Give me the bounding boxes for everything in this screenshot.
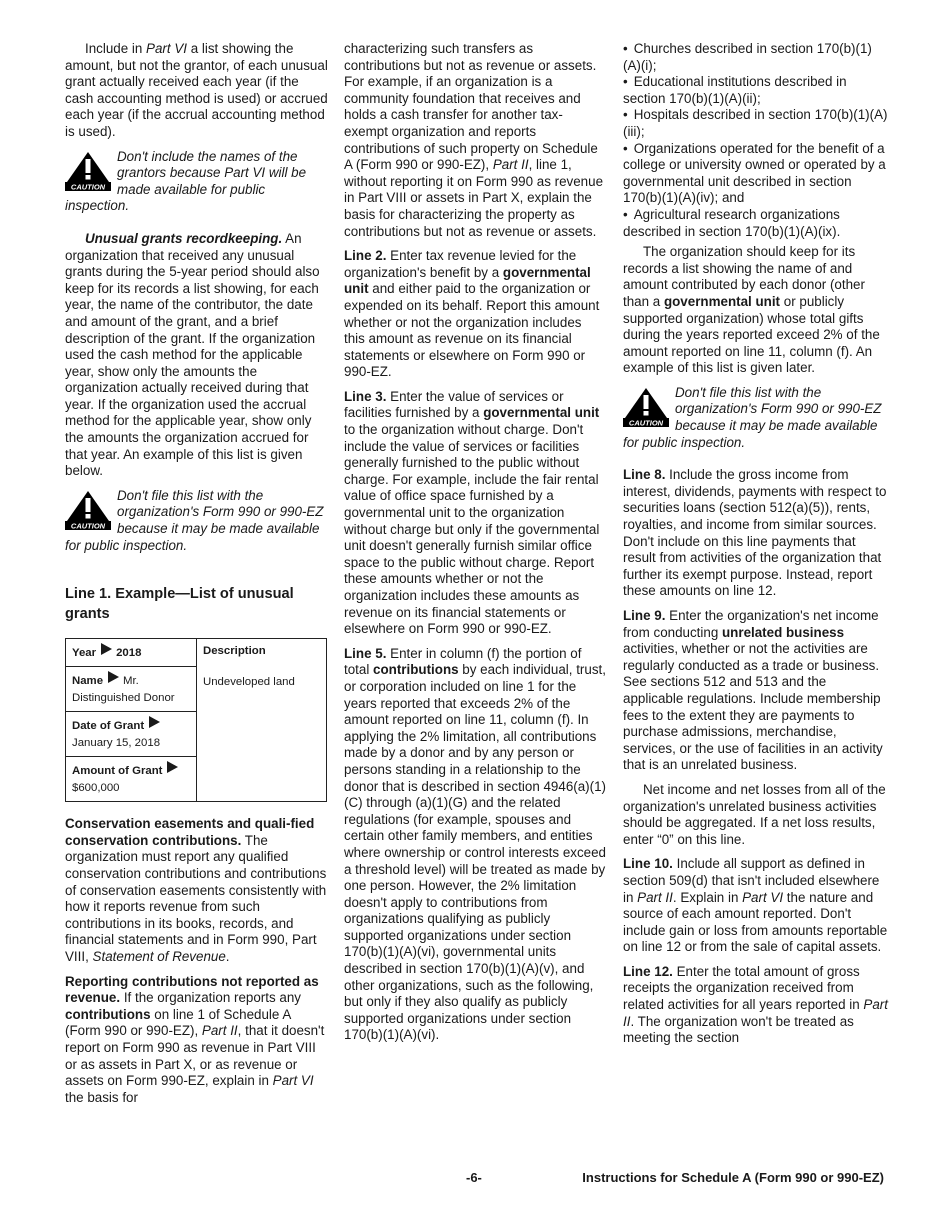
document-title: Instructions for Schedule A (Form 990 or 990-EZ) bbox=[582, 1170, 884, 1185]
name-label: Name bbox=[72, 675, 104, 688]
column-1 bbox=[65, 41, 329, 1114]
name-value-1: Mr. bbox=[123, 675, 139, 688]
caution-label: CAUTION bbox=[70, 521, 106, 530]
bullet-item: • Churches described in section 170(b)(1)(A)(i); bbox=[623, 41, 889, 74]
line-8-paragraph: Line 8. Include the gross income from interest, dividends, payments with respect to securities loans (section 512(a)(5)), rents, royalties, and income from similar sources. Don't include on this line payments that result from activities of the organization that further its exempt purpose. Instead, report these amounts on line 12. bbox=[623, 467, 887, 599]
column-2 bbox=[344, 41, 606, 1052]
amount-label: Amount of Grant bbox=[72, 765, 163, 778]
paragraph: Include in Part VI a list showing the amount, but not the grantor, of each unusual grant actually received each year (if the cash accounting method is used) or accrued each year (if the accrual accounting method is used). bbox=[65, 41, 328, 139]
arrow-icon bbox=[167, 761, 178, 773]
caution-text: Don't include the names of the grantors because Part VI will be made available for public inspection. bbox=[65, 148, 307, 214]
page-footer bbox=[0, 1170, 950, 1190]
bullet-item: • Agricultural research organizations described in section 170(b)(1)(A)(ix). bbox=[623, 207, 889, 240]
date-cell bbox=[66, 712, 197, 757]
amount-cell bbox=[66, 757, 197, 802]
date-label: Date of Grant bbox=[72, 720, 145, 733]
description-cell bbox=[197, 639, 327, 802]
name-value-2: Distinguished Donor bbox=[72, 692, 175, 705]
date-value: January 15, 2018 bbox=[72, 737, 161, 750]
line-9-paragraph: Line 9. Enter the organization's net income from conducting unrelated business activities, whether or not the activities are regularly conducted as a trade or business. See sections 512 and 513 and the applicable regulations. Include membership fees to the extent they are payments to purchase admissions, merchandise, services, or the use of facilities in an activity that is an unrelated business. bbox=[623, 608, 883, 773]
description-label: Description bbox=[203, 645, 266, 658]
caution-note bbox=[623, 385, 889, 451]
line-2-paragraph: Line 2. Enter tax revenue levied for the organization's benefit by a governmental unit and either paid to the organization or expended on its behalf. Report this amount whether or not the organization includes this amount as revenue on its financial statements or elsewhere on Form 990 or 990-EZ. bbox=[344, 248, 600, 380]
arrow-icon bbox=[149, 716, 160, 728]
paragraph: Conservation easements and quali-fied conservation contributions. The organization must report any qualified conservation contributions and contributions of conservation easements consistently with how it reports revenue from such contributions in its books, records, and financial statements and in Form 990, Part VIII, Statement of Revenue. bbox=[65, 816, 327, 964]
year-label: Year bbox=[72, 647, 97, 660]
caution-label: CAUTION bbox=[70, 182, 106, 191]
paragraph: Reporting contributions not reported as revenue. If the organization reports any contributions on line 1 of Schedule A (Form 990 or 990-EZ), Part II, that it doesn't report on Form 990 as revenue in Part VIII or as assets in Part X, or as revenue or assets on Form 990-EZ, explain in Part VI the basis for bbox=[65, 973, 325, 1105]
caution-text: Don't file this list with the organization's Form 990 or 990-EZ because it may be made available for public inspection. bbox=[623, 384, 882, 450]
example-title: Line 1. Example—List of unusual grants bbox=[65, 586, 294, 623]
caution-icon bbox=[65, 151, 111, 191]
column-3 bbox=[623, 41, 889, 1055]
bullet-item: • Hospitals described in section 170(b)(1)(A)(iii); bbox=[623, 107, 889, 140]
caution-icon bbox=[65, 490, 111, 530]
bullet-item: • Organizations operated for the benefit of a college or university owned or operated by a governmental unit described in section 170(b)(1)(A)(iv); and bbox=[623, 141, 889, 207]
caution-note bbox=[65, 488, 329, 554]
caution-label: CAUTION bbox=[628, 418, 664, 427]
description-value: Undeveloped land bbox=[203, 676, 295, 689]
page-number: -6- bbox=[466, 1170, 482, 1185]
name-cell bbox=[66, 667, 197, 712]
caution-text: Don't file this list with the organization's Form 990 or 990-EZ because it may be made available for public inspection. bbox=[65, 487, 324, 553]
caution-note bbox=[65, 149, 329, 215]
line-12-paragraph: Line 12. Enter the total amount of gross receipts the organization received from related activities for all years reported in Part II. The organization won't be treated as meeting the section bbox=[623, 963, 888, 1046]
paragraph: characterizing such transfers as contributions but not as revenue or assets. For example, if an organization is a community foundation that receives and holds a cash transfer for another tax-exempt organization and reports contributions of such property on Schedule A (Form 990 or 990-EZ), Part II, line 1, without reporting it on Form 990 as revenue in Part VIII or assets in Part X, explain the basis for characterizing the property as contributions but not as revenue or assets. bbox=[344, 41, 604, 239]
amount-value: $600,000 bbox=[72, 782, 120, 795]
year-cell bbox=[66, 639, 197, 667]
caution-icon bbox=[623, 387, 669, 427]
paragraph: The organization should keep for its records a list showing the name of and amount contributed by each donor (other than a governmental unit or publicly supported organization) whose total gifts during the years reported exceed 2% of the amount reported on line 11, column (f). An example of this list is given later. bbox=[623, 244, 880, 376]
unusual-grants-example-table bbox=[65, 638, 327, 802]
arrow-icon bbox=[101, 643, 112, 655]
line-3-paragraph: Line 3. Enter the value of services or facilities furnished by a governmental unit to the organization without charge. Don't include the value of services or facilities generally furnished to the public without charge. For example, include the fair rental value of office space furnished by a governmental unit to the organization without charge but only if the governmental unit doesn't generally furnish similar office space to the public without charge. Report these amounts whether or not the organization includes these amounts as revenue on its financial statements or elsewhere on Form 990 or 990-EZ. bbox=[344, 388, 600, 637]
paragraph: Unusual grants recordkeeping. An organization that received any unusual grants during the 5-year period should also keep for its records a list showing, for each year, the name of the contributor, the date and amount of the grant, and a brief description of the grant. If the organization used the cash method for the applicable year, show only the amounts the organization actually received during that year. If the organization used the accrual method for the applicable year, show only the amounts the organization accrued for that year. An example of this list is given below. bbox=[65, 230, 320, 479]
arrow-icon bbox=[108, 671, 119, 683]
line-10-paragraph: Line 10. Include all support as defined in section 509(d) that isn't included elsewhere in Part II. Explain in Part VI the nature and source of each amount reported. Don't include gain or loss from amounts reportable on line 12 or from the sale of capital assets. bbox=[623, 856, 888, 955]
paragraph: Net income and net losses from all of the organization's unrelated business activities should be aggregated. If a net loss results, enter “0” on this line. bbox=[623, 781, 886, 847]
bullet-item: • Educational institutions described in section 170(b)(1)(A)(ii); bbox=[623, 74, 889, 107]
year-value: 2018 bbox=[116, 647, 142, 660]
line-5-paragraph: Line 5. Enter in column (f) the portion of total contributions by each individual, trust, or corporation included on line 1 for the years reported that exceeds 2% of the amount reported on line 11, column (f). In applying the 2% limitation, all contributions made by a donor and by any person or persons standing in a relationship to the donor that is described in section 4946(a)(1)(C) through (a)(1)(G) and the related regulations (for example, spouses and certain other family members, and entities where ownership or control interests exceed a threshold level) will be treated as made by one person. However, the 2% limitation doesn't apply to contributions from organizations qualifying as publicly supported organizations under section 170(b)(1)(A)(vi), governmental units described in section 170(b)(1)(A)(v), and other organizations, such as the following, but only if they also qualify as publicly supported organizations under section 170(b)(1)(A)(vi). bbox=[344, 645, 607, 1043]
